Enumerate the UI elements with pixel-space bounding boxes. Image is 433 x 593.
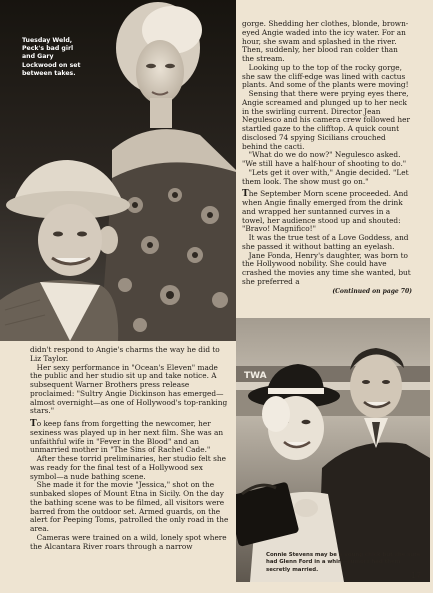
- article-column-right: [242, 20, 412, 296]
- page-number: 17: [411, 571, 422, 580]
- paragraph: Her sexy performance in "Ocean's Eleven" made the public and her studio sit up and take notice. A subsequent Warner Brothers press release proclaimed: "Sultry Angie Dickinson has emerged—almost overnight—as one of Hollywood's top-ranking stars.": [30, 362, 228, 416]
- paragraph: "What do we do now?" Negulesco asked. "We still have a half-hour of shooting to do.": [242, 150, 407, 168]
- paragraph: "Lets get it over with," Angie decided. "Let them look. The show must go on.": [242, 167, 409, 186]
- photo-caption-bottom: Connie Stevens may be a young chick but she sure had Glenn Ford in a whirl—rumors had them secretly married.: [266, 552, 421, 573]
- section-text: he September Morn scene proceeded. And when Angie finally emerged from the drink and wrapped her suntanned curves in a towel, her audience stood up and shouted: "Bravo! Magnifico!": [242, 189, 409, 234]
- section-text: o keep fans from forgetting the newcomer, her sexiness was played up in her next film. She was an unfaithful wife in "Fever in the Blood" and an unmarried mother in "The Sins of Rachel Cade.": [30, 419, 224, 455]
- section-paragraph: [242, 190, 412, 234]
- continued-notice: (Continued on page 70): [332, 287, 412, 295]
- paragraph: Looking up to the top of the rocky gorge, she saw the cliff-edge was lined with cactus plants. And some of the plants were moving!: [242, 62, 409, 90]
- paragraph: It was the true test of a Love Goddess, and she passed it without batting an eyelash.: [242, 233, 409, 251]
- article-column-left: [30, 346, 230, 551]
- paragraph: After these torrid preliminaries, her studio felt she was ready for the final test of a Hollywood sex symbol—a nude bathing scene.: [30, 454, 226, 481]
- section-paragraph: [30, 420, 230, 455]
- paragraph: She made it for the movie "Jessica," shot on the sunbaked slopes of Mount Etna in Sicily. On the day the bathing scene was to be filmed, all visitors were barred from the outdoor set. Armed guards, on the alert for Peeping Toms, patrolled the only road in the area.: [30, 480, 229, 533]
- paragraph: Sensing that there were prying eyes there, Angie screamed and plunged up to her neck in the swirling current. Director Jean Negulesco and his camera crew followed her startled gaze to the clifftop. A quick count disclosed 74 spying Sicilians crouched behind the cacti.: [242, 89, 410, 151]
- paragraph: Cameras were trained on a wild, lonely spot where the Alcantara River roars through a narrow: [30, 532, 227, 551]
- drop-letter: T: [30, 419, 37, 429]
- paragraph: gorge. Shedding her clothes, blonde, brown-eyed Angie waded into the icy water. For an hour, she swam and splashed in the river. Then, suddenly, her blood ran colder than the stream.: [242, 19, 409, 63]
- paragraph: Jane Fonda, Henry's daughter, was born to the Hollywood nobility. She could have crashed the movies any time she wanted, but she preferred a: [242, 250, 411, 286]
- paragraph: didn't respond to Angie's charms the way he did to Liz Taylor.: [30, 345, 220, 363]
- twa-sign: TWA: [244, 371, 267, 381]
- drop-letter: T: [242, 189, 249, 200]
- photo-stevens-ford: [236, 318, 430, 582]
- photo-caption-top: Tuesday Weld, Peck's bad girl and Gary Lockwood on set between takes.: [22, 37, 81, 77]
